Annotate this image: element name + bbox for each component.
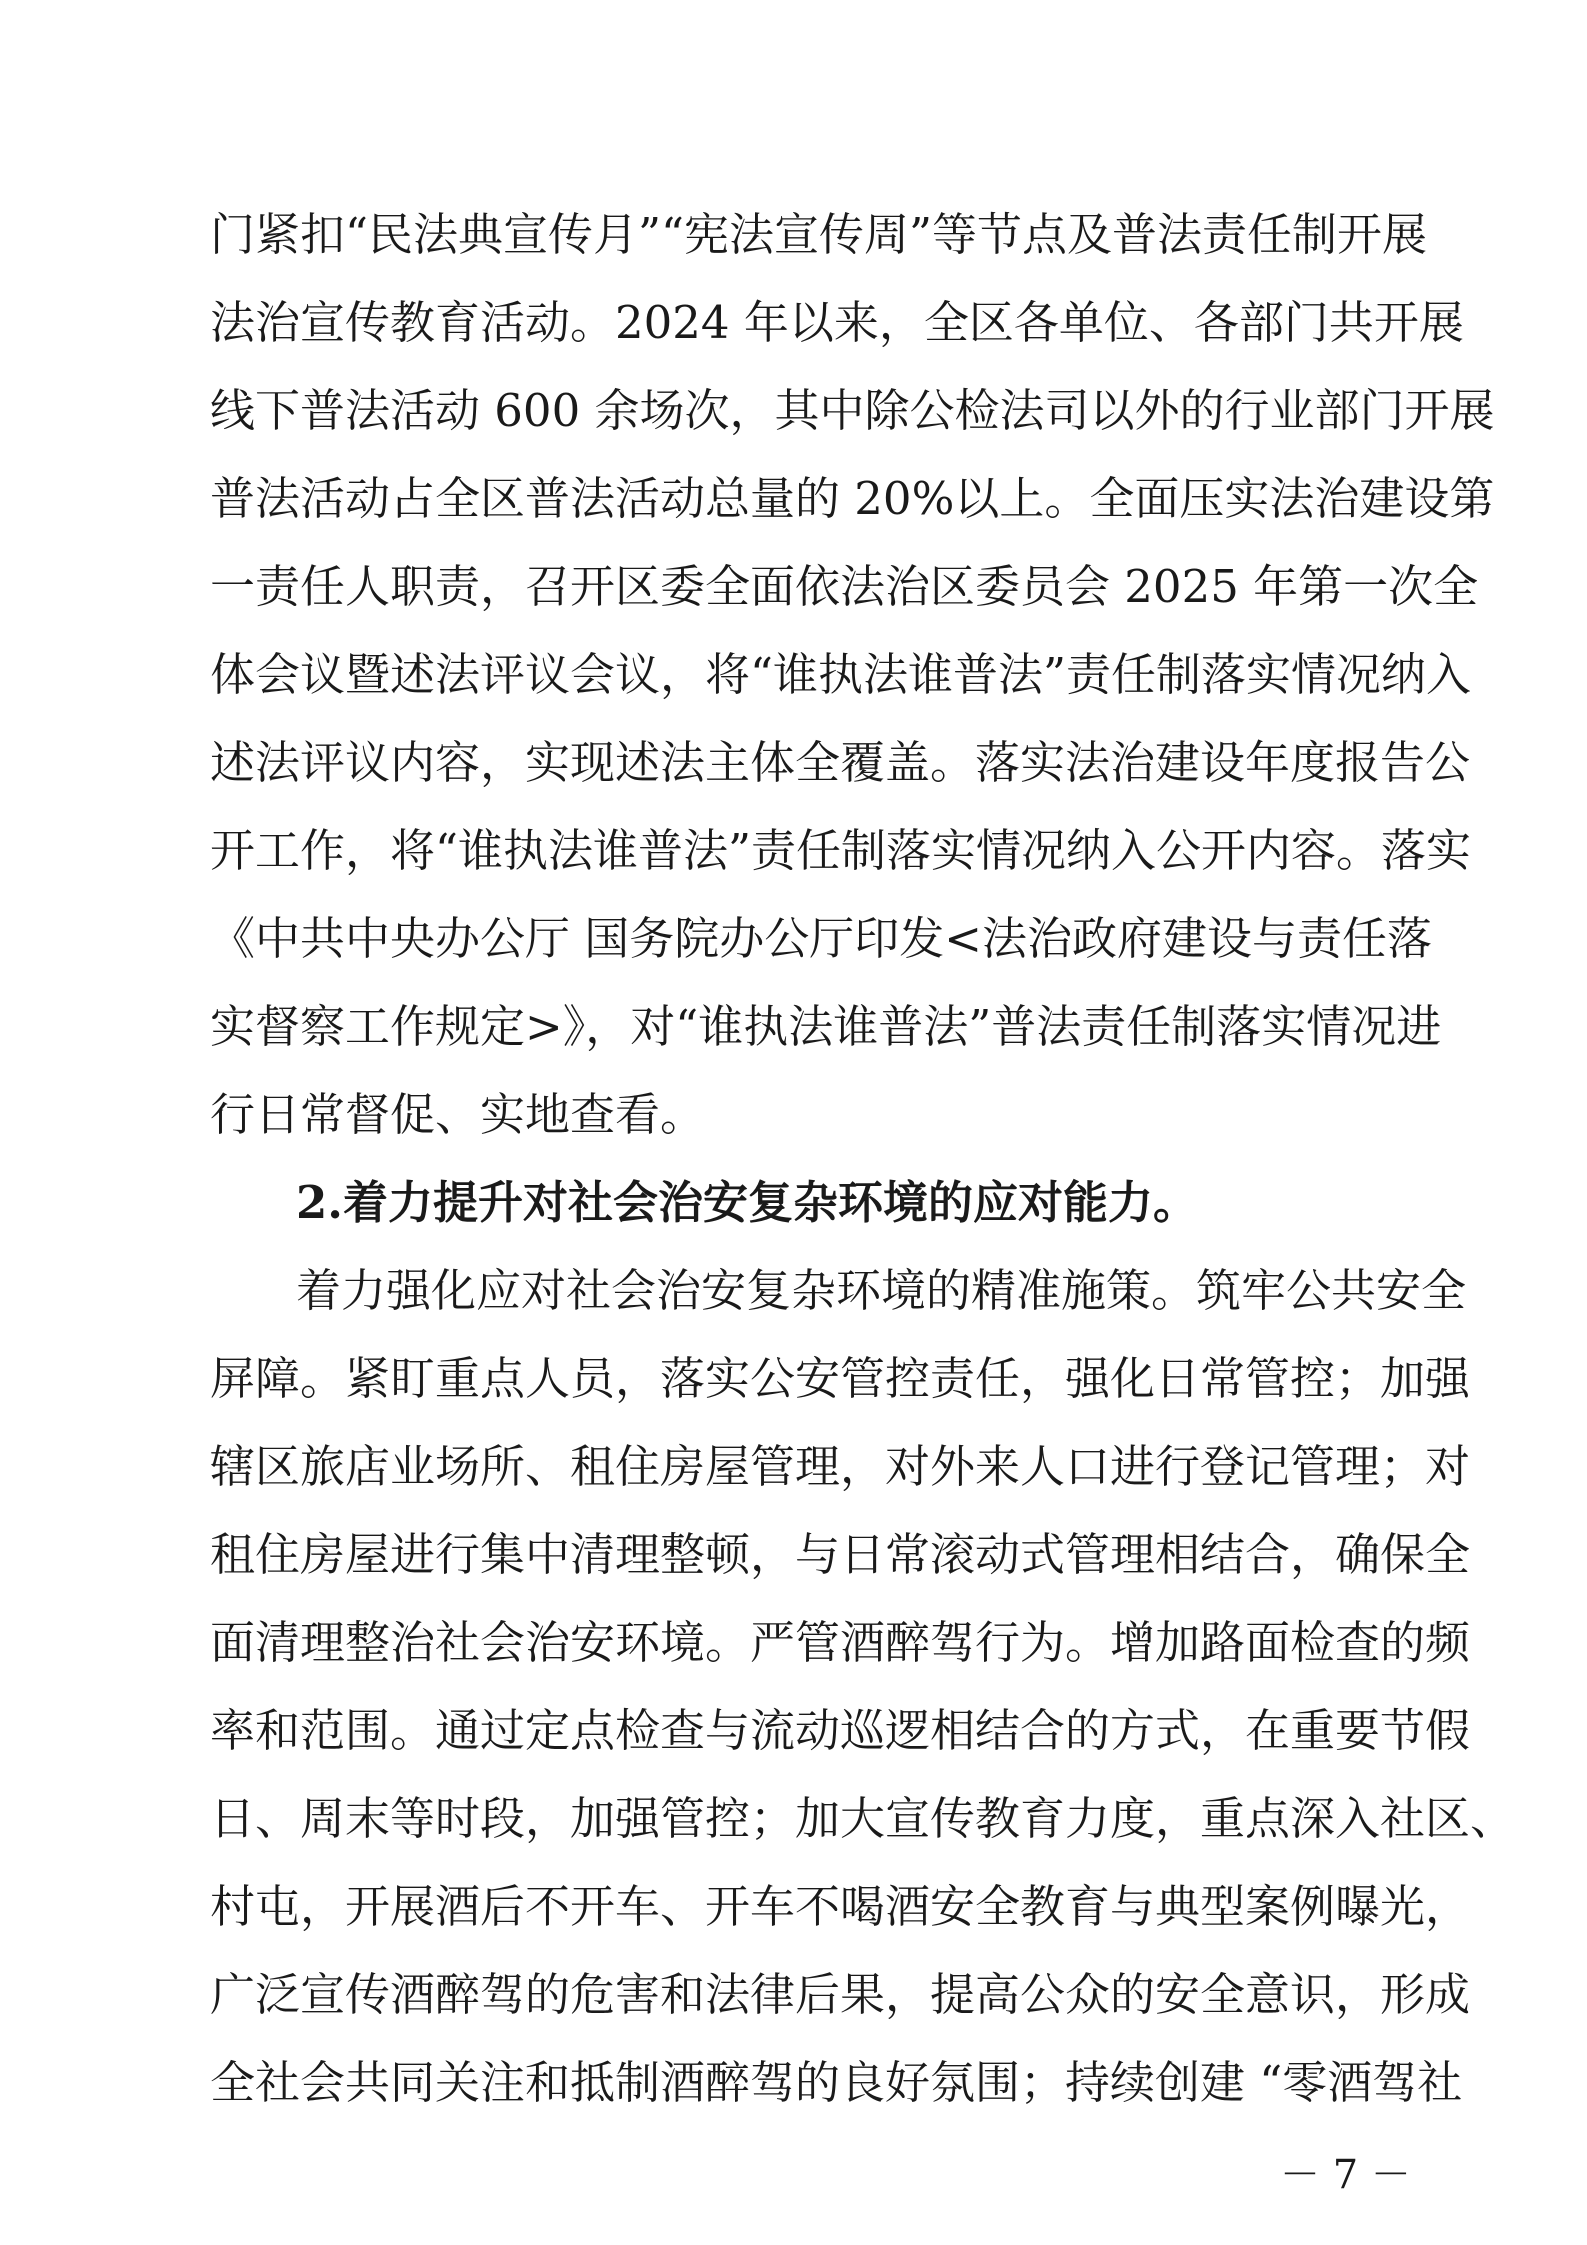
body-line: 屏障。紧盯重点人员，落实公安管控责任，强化日常管控；加强 — [210, 1352, 1471, 1405]
section-heading: 2.着力提升对社会治安复杂环境的应对能力。 — [296, 1176, 1198, 1229]
body-line: 述法评议内容，实现述法主体全覆盖。落实法治建设年度报告公 — [210, 736, 1471, 789]
body-line: 《中共中央办公厅 国务院办公厅印发<法治政府建设与责任落 — [210, 912, 1433, 965]
body-line: 广泛宣传酒醉驾的危害和法律后果，提高公众的安全意识，形成 — [210, 1968, 1471, 2021]
body-line: 体会议暨述法评议会议，将“谁执法谁普法”责任制落实情况纳入 — [210, 648, 1472, 701]
page-number: － 7 － — [1280, 2152, 1411, 2198]
body-line: 开工作，将“谁执法谁普法”责任制落实情况纳入公开内容。落实 — [210, 824, 1472, 877]
body-line: 线下普法活动 600 余场次，其中除公检法司以外的行业部门开展 — [210, 384, 1495, 437]
body-line: 租住房屋进行集中清理整顿，与日常滚动式管理相结合，确保全 — [210, 1528, 1471, 1581]
body-line: 率和范围。通过定点检查与流动巡逻相结合的方式，在重要节假 — [210, 1704, 1471, 1757]
body-line: 村屯，开展酒后不开车、开车不喝酒安全教育与典型案例曝光， — [210, 1880, 1471, 1933]
body-line: 着力强化应对社会治安复杂环境的精准施策。筑牢公共安全 — [296, 1264, 1467, 1317]
body-line: 行日常督促、实地查看。 — [210, 1088, 706, 1141]
body-line: 辖区旅店业场所、租住房屋管理，对外来人口进行登记管理；对 — [210, 1440, 1471, 1493]
body-line: 日、周末等时段，加强管控；加大宣传教育力度，重点深入社区、 — [210, 1792, 1516, 1845]
body-line: 全社会共同关注和抵制酒醉驾的良好氛围；持续创建 “零酒驾社 — [210, 2056, 1463, 2109]
body-line: 面清理整治社会治安环境。严管酒醉驾行为。增加路面检查的频 — [210, 1616, 1471, 1669]
body-line: 门紧扣“民法典宣传月”“宪法宣传周”等节点及普法责任制开展 — [210, 208, 1428, 261]
body-line: 一责任人职责，召开区委全面依法治区委员会 2025 年第一次全 — [210, 560, 1479, 613]
body-line: 法治宣传教育活动。2024 年以来，全区各单位、各部门共开展 — [210, 296, 1464, 349]
body-line: 实督察工作规定>》，对“谁执法谁普法”普法责任制落实情况进 — [210, 1000, 1442, 1053]
body-line: 普法活动占全区普法活动总量的 20%以上。全面压实法治建设第 — [210, 472, 1495, 525]
